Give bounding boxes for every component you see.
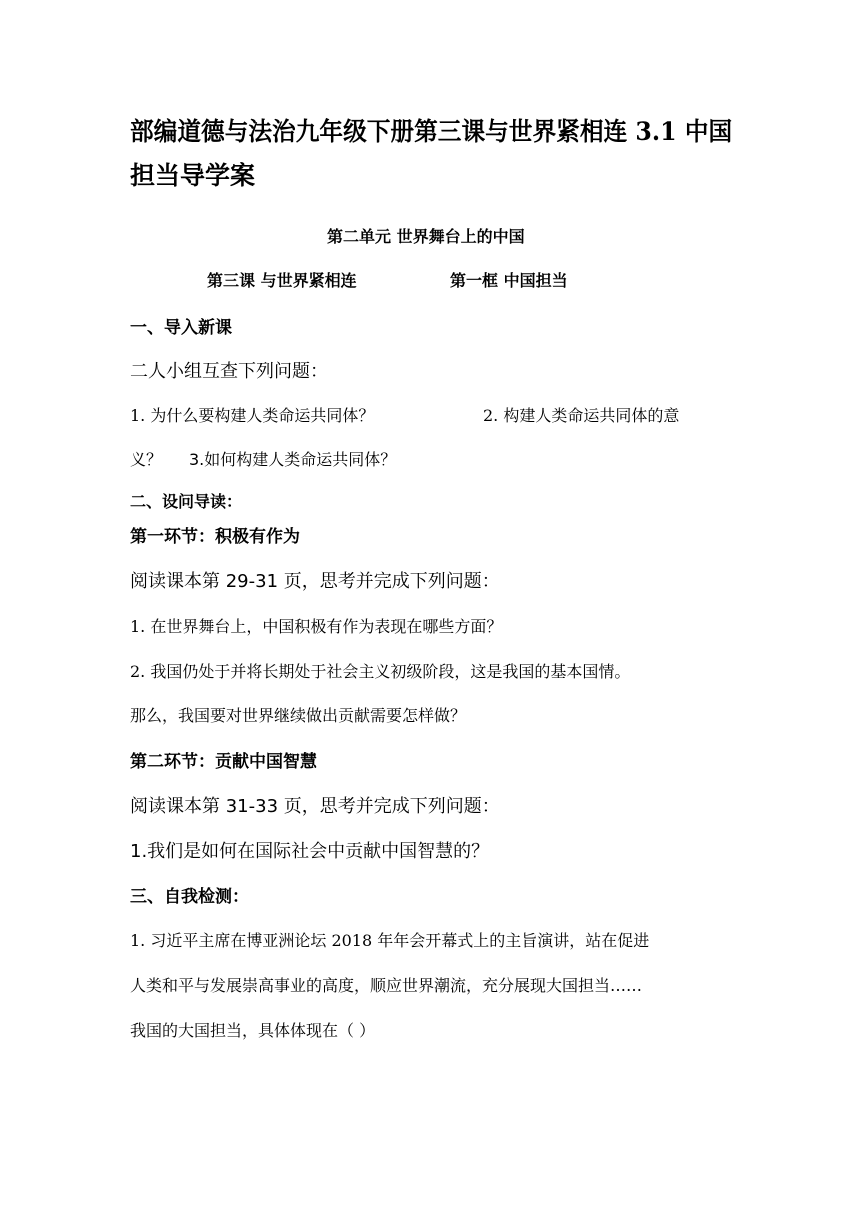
section-3-question-1-line-3: 我国的大国担当，具体体现在（ ） <box>130 1021 376 1040</box>
section-1-intro: 二人小组互查下列问题： <box>130 361 328 382</box>
section-1-question-2: 2. 构建人类命运共同体的意 <box>483 406 680 425</box>
lesson-heading: 第三课 与世界紧相连 <box>207 271 357 290</box>
section-2-heading: 二、设问导读： <box>130 492 243 511</box>
section-3-question-1-line-1: 1. 习近平主席在博亚洲论坛 2018 年年会开幕式上的主旨演讲，站在促进 <box>130 931 650 950</box>
frame-heading: 第一框 中国担当 <box>450 271 568 290</box>
part-2-instruction: 阅读课本第 31-33 页，思考并完成下列问题： <box>130 796 500 817</box>
unit-heading: 第二单元 世界舞台上的中国 <box>327 227 525 246</box>
part-1-question-1: 1. 在世界舞台上，中国积极有作为表现在哪些方面？ <box>130 617 503 636</box>
document-title-line-2: 担当导学案 <box>130 161 256 190</box>
part-1-heading: 第一环节：积极有作为 <box>130 527 300 547</box>
section-1-question-2-cont: 义？ <box>130 450 163 469</box>
part-1-question-2-line-2: 那么，我国要对世界继续做出贡献需要怎样做？ <box>130 706 467 725</box>
section-1-question-3: 3.如何构建人类命运共同体？ <box>189 450 397 469</box>
part-2-question-1: 1.我们是如何在国际社会中贡献中国智慧的？ <box>130 841 490 862</box>
part-1-instruction: 阅读课本第 29-31 页，思考并完成下列问题： <box>130 571 500 592</box>
part-1-question-2-line-1: 2. 我国仍处于并将长期处于社会主义初级阶段，这是我国的基本国情。 <box>130 662 631 681</box>
document-title-line-1: 部编道德与法治九年级下册第三课与世界紧相连 3.1 中国 <box>130 117 733 146</box>
section-1-question-1: 1. 为什么要构建人类命运共同体？ <box>130 406 375 425</box>
section-3-heading: 三、自我检测： <box>130 887 249 907</box>
part-2-heading: 第二环节：贡献中国智慧 <box>130 752 317 772</box>
section-1-heading: 一、导入新课 <box>130 318 232 338</box>
section-3-question-1-line-2: 人类和平与发展崇高事业的高度，顺应世界潮流，充分展现大国担当…… <box>130 976 643 995</box>
